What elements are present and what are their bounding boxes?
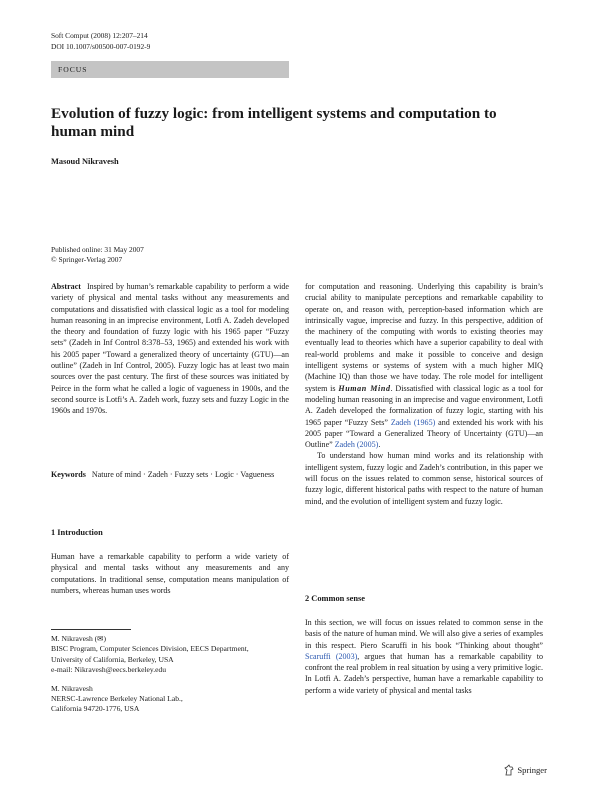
section-heading-introduction: 1 Introduction — [51, 528, 103, 537]
introduction-paragraph: Human have a remarkable capability to perform a wide variety of physical and mental tasks without any measurements and any computations. In traditional sense, computation means manipulation of numbers, whereas human uses words — [51, 552, 289, 595]
abstract-text: Inspired by human’s remarkable capability to perform a wide variety of physical and mental tasks without any measurements and computations and dissatisfied with classical logic as a tool for modeling human reasoning in an imprecise environment, Lotfi A. Zadeh developed the theory and foundation of fuzzy logic with his 1965 paper “Fuzzy sets” (Zadeh in Inf Control 8:378–53, 1965) and extended his work with his 2005 paper “Toward a generalized theory of uncertainty (GTU)—an outline” (Zadeh in Inf Control, 2005). Fuzzy logic has at least two main sources over the past century. The first of these sources was initiated by Peirce in the form what he called a logic of vagueness in 1900s, and the second source is Lotfi’s A. Zadeh work, fuzzy sets and fuzzy Logic in the 1960s and 1970s. — [51, 282, 289, 416]
doi: DOI 10.1007/s00500-007-0192-9 — [51, 42, 151, 51]
right-column-body — [305, 281, 543, 507]
affiliation-line: California 94720-1776, USA — [51, 704, 140, 714]
paper-title: Evolution of fuzzy logic: from intelligent systems and computation to human mind — [51, 105, 497, 140]
affiliation-line: NERSC-Lawrence Berkeley National Lab., — [51, 694, 183, 704]
publisher-footer — [504, 764, 547, 776]
affiliation-email: e-mail: Nikravesh@eecs.berkeley.edu — [51, 665, 167, 675]
copyright: © Springer-Verlag 2007 — [51, 255, 123, 264]
springer-horse-icon — [504, 764, 514, 776]
affiliation-line: M. Nikravesh (✉) — [51, 634, 107, 643]
citation-scaruffi-2003[interactable]: Scaruffi (2003) — [305, 651, 358, 661]
keywords-text: Nature of mind · Zadeh · Fuzzy sets · Logic · Vagueness — [91, 470, 275, 479]
affiliation-line: M. Nikravesh — [51, 683, 93, 693]
affiliation-line: BISC Program, Computer Sciences Division, EECS Department, — [51, 644, 249, 654]
author-name: Masoud Nikravesh — [51, 157, 119, 166]
section-heading-common-sense: 2 Common sense — [305, 594, 366, 603]
common-sense-text: In this section, we will focus on issues related to common sense in the basis of the nature of human mind. We will also give a series of examples in this respect. Piero Scaruffi in his book “Thinking about thought” Scaruffi (2003), argues that human has a remarkable capability to confront the real problem in real situation by using a very primitive logic. In Lotfi A. Zadeh’s perspective, human have a remarkable capability to perform a wide variety of physical and mental tasks — [305, 618, 543, 695]
footnote-divider — [51, 629, 131, 630]
keywords-label: Keywords — [51, 470, 86, 479]
citation-zadeh-1965[interactable]: Zadeh (1965) — [390, 417, 436, 427]
keywords-block — [51, 469, 289, 480]
affiliation-block — [51, 634, 249, 715]
paragraph-2: To understand how human mind works and its relationship with intelligent system, fuzzy logic and Zadeh’s contribution, in this paper we will focus on the issues related to common sense, historical sources of fuzzy logic, different historical paths with respect to the nature of human mind, and the evolution of intelligent system and fuzzy logic. — [305, 451, 543, 506]
citation-zadeh-2005[interactable]: Zadeh (2005) — [334, 440, 379, 450]
published-online: Published online: 31 May 2007 — [51, 245, 144, 254]
human-mind-emphasis: Human Mind — [338, 383, 391, 393]
publisher-name: Springer — [517, 765, 547, 775]
abstract-label: Abstract — [51, 282, 81, 291]
affiliation-line: University of California, Berkeley, USA — [51, 654, 174, 664]
section-banner: FOCUS — [51, 61, 289, 78]
abstract-block — [51, 281, 289, 417]
paragraph-1: for computation and reasoning. Underlying this capability is brain’s crucial ability to manipulate perceptions and remarkable capability to operate on, and reason with, perception-based information which are intrinsically vague, imprecise and fuzzy. In this perspective, addition of the machinery of the computing with words to existing theories may eventually lead to theories which have a superior capability to deal with real-world problems and make it possible to conceive and design intelligent systems or systems of system with a much higher MIQ (Machine IQ) than those we have today. The role model for intelligent system is Human Mind. Dissatisfied with classical logic as a tool for modeling human reasoning in an imprecise and vague environment, Lotfi A. Zadeh developed the formalization of fuzzy logic, starting with his 1965 paper “Fuzzy Sets” Zadeh (1965) and extended his work with his 2005 paper “Toward a Generalized Theory of Uncertainty (GTU)—an Outline” Zadeh (2005). — [305, 282, 544, 450]
journal-citation: Soft Comput (2008) 12:207–214 — [51, 31, 148, 40]
introduction-text — [51, 551, 289, 596]
